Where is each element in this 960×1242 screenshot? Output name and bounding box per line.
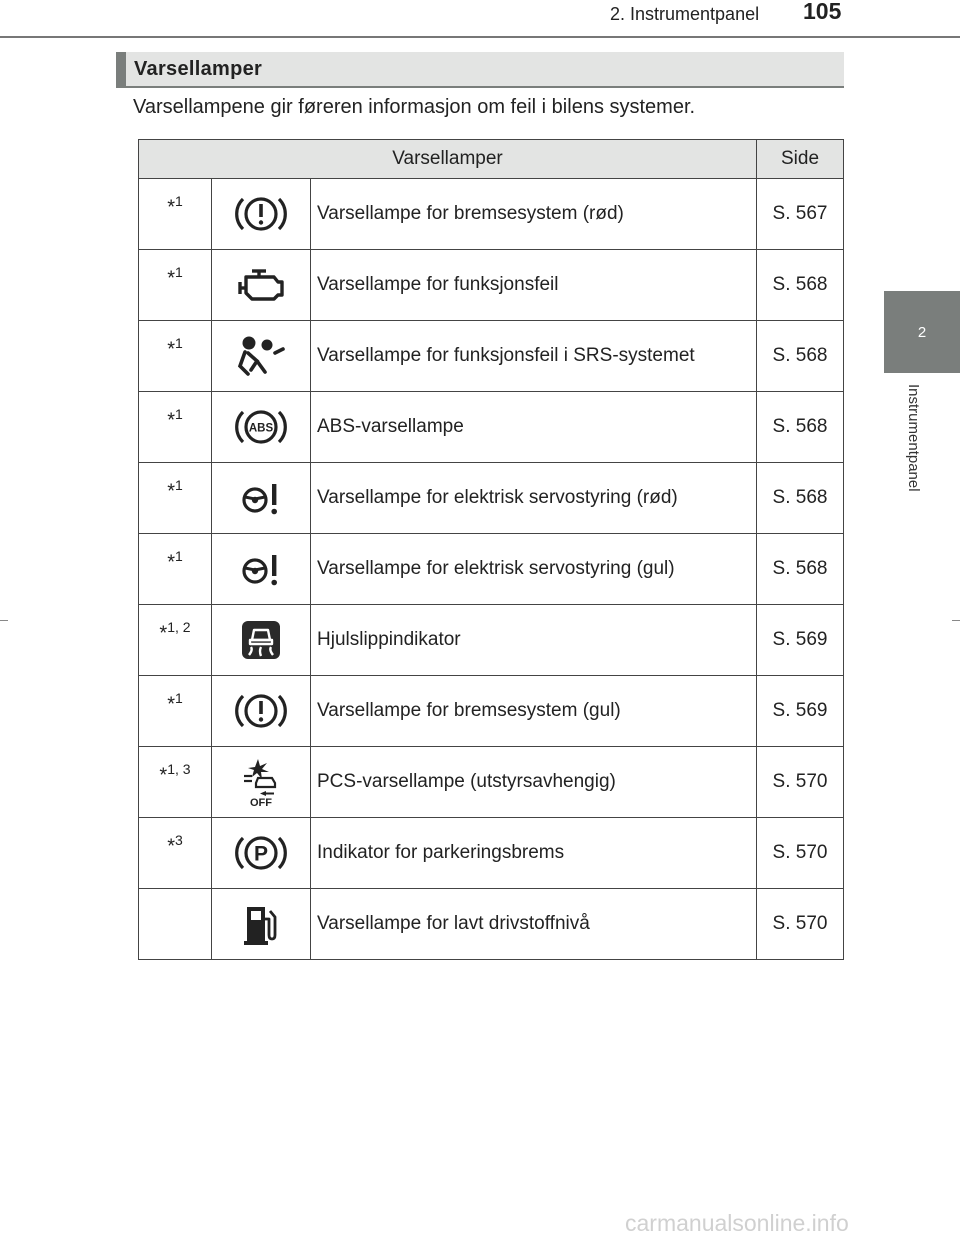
lamp-description: Varsellampe for funksjonsfeil i SRS-systemet: [311, 321, 757, 392]
chapter-tab[interactable]: [884, 291, 960, 373]
table-row: [139, 818, 844, 889]
lamp-description: Hjulslippindikator: [311, 605, 757, 676]
footnote-mark: *$^1$: [139, 321, 212, 392]
svg-text:OFF: OFF: [250, 797, 272, 807]
lamp-description: PCS-varsellampe (utstyrsavhengig): [311, 747, 757, 818]
header-rule: [0, 36, 960, 38]
page-reference[interactable]: S. 568: [757, 321, 844, 392]
section-intro: Varsellampene gir føreren informasjon om feil i bilens systemer.: [133, 96, 696, 118]
power-steering-icon: [239, 549, 283, 589]
page-reference[interactable]: S. 568: [757, 250, 844, 321]
footnote-mark: *$^1$: [139, 179, 212, 250]
page-reference[interactable]: S. 568: [757, 463, 844, 534]
table-row: [139, 250, 844, 321]
parking-brake-icon: [235, 831, 287, 875]
low-fuel-icon: [239, 901, 283, 947]
lamp-description: Varsellampe for bremsesystem (rød): [311, 179, 757, 250]
page-reference[interactable]: S. 568: [757, 392, 844, 463]
crop-mark: [0, 620, 8, 621]
page-reference[interactable]: S. 569: [757, 605, 844, 676]
crop-mark: [952, 620, 960, 621]
table-row: [139, 676, 844, 747]
chapter-tab-number: 2: [917, 323, 927, 341]
abs-icon: [235, 405, 287, 449]
engine-malfunction-icon: [234, 265, 288, 305]
table-row: [139, 463, 844, 534]
svg-text:ABS: ABS: [248, 422, 274, 435]
table-row: [139, 392, 844, 463]
page-reference[interactable]: S. 570: [757, 747, 844, 818]
svg-text:P: P: [253, 842, 269, 866]
power-steering-icon: [239, 478, 283, 518]
table-row: [139, 747, 844, 818]
section-heading: Varsellamper: [116, 52, 844, 88]
brake-system-icon: [235, 192, 287, 236]
footnote-mark: *$^1$: [139, 250, 212, 321]
page-reference[interactable]: S. 567: [757, 179, 844, 250]
footnote-mark: *$^{1, 3}$: [139, 747, 212, 818]
table-row: [139, 534, 844, 605]
footnote-mark: *$^1$: [139, 392, 212, 463]
page-reference[interactable]: S. 569: [757, 676, 844, 747]
footnote-mark: *$^3$: [139, 818, 212, 889]
footnote-mark: *$^{1, 2}$: [139, 605, 212, 676]
page-reference[interactable]: S. 570: [757, 889, 844, 960]
lamp-description: Varsellampe for funksjonsfeil: [311, 250, 757, 321]
table-row: [139, 605, 844, 676]
page-reference[interactable]: S. 568: [757, 534, 844, 605]
lamp-description: Varsellampe for elektrisk servostyring (gul): [311, 534, 757, 605]
table-row: [139, 321, 844, 392]
srs-airbag-icon: [235, 334, 287, 378]
pcs-icon: [238, 757, 284, 807]
table-row: [139, 179, 844, 250]
table-row: [139, 889, 844, 960]
lamp-description: ABS-varsellampe: [311, 392, 757, 463]
lamp-description: Varsellampe for bremsesystem (gul): [311, 676, 757, 747]
table-header-row: [139, 140, 844, 179]
watermark: carmanualsonline.info: [625, 1210, 849, 1236]
chapter-tab-label: Instrumentpanel: [905, 384, 922, 492]
footnote-mark: *$^1$: [139, 676, 212, 747]
warning-lamps-table: [138, 139, 844, 960]
page-number: 105: [803, 0, 842, 24]
page-reference[interactable]: S. 570: [757, 818, 844, 889]
lamp-description: Varsellampe for elektrisk servostyring (rød): [311, 463, 757, 534]
header-lamps: Varsellamper: [139, 140, 757, 179]
lamp-description: Indikator for parkeringsbrems: [311, 818, 757, 889]
brake-system-icon: [235, 689, 287, 733]
footnote-mark: [139, 889, 212, 960]
chapter-title: 2. Instrumentpanel: [610, 4, 760, 24]
header-page: Side: [757, 140, 844, 179]
footnote-mark: *$^1$: [139, 534, 212, 605]
slip-indicator-icon: [239, 618, 283, 662]
footnote-mark: *$^1$: [139, 463, 212, 534]
lamp-description: Varsellampe for lavt drivstoffnivå: [311, 889, 757, 960]
